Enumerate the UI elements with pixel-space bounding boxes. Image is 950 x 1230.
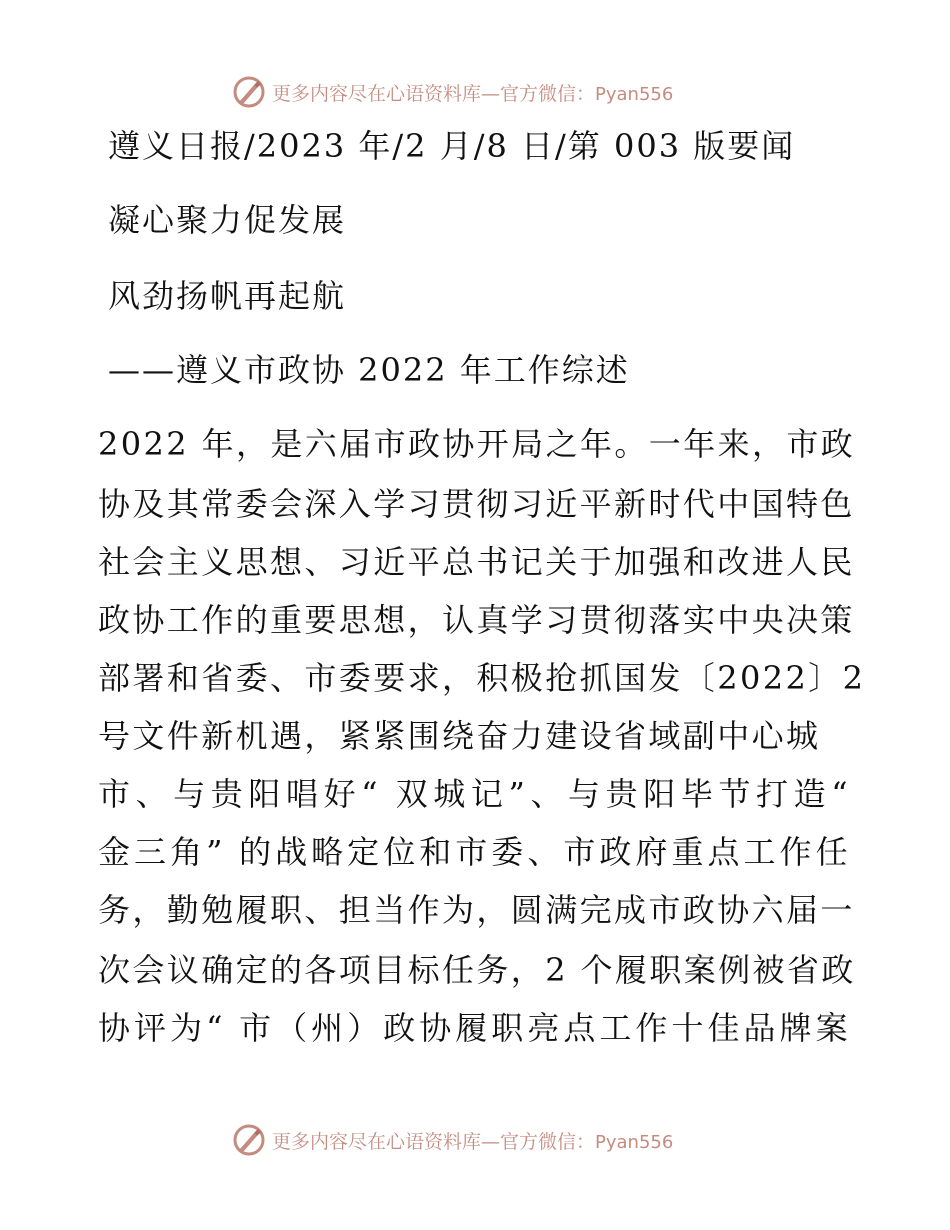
body-line: 市、与贵阳唱好“ 双城记”、与贵阳毕节打造“ — [98, 775, 850, 813]
body-line: 部署和省委、市委要求，积极抢抓国发〔2022〕2 — [98, 659, 866, 697]
watermark-text: 更多内容尽在心语资料库—官方微信：Pyan556 — [272, 1130, 674, 1153]
body-line: 2022 年，是六届市政协开局之年。一年来，市政 — [98, 425, 856, 463]
watermark-text: 更多内容尽在心语资料库—官方微信：Pyan556 — [272, 82, 674, 105]
body-line: 政协工作的重要思想，认真学习贯彻落实中央决策 — [98, 601, 855, 639]
source-line: 遵义日报/2023 年/2 月/8 日/第 003 版要闻 — [108, 127, 796, 165]
body-line: 协及其常委会深入学习贯彻习近平新时代中国特色 — [98, 485, 855, 523]
watermark-bottom — [232, 1120, 732, 1160]
article-title-2: 风劲扬帆再起航 — [108, 277, 347, 315]
body-line: 社会主义思想、习近平总书记关于加强和改进人民 — [98, 543, 855, 581]
watermark-top — [232, 72, 732, 112]
body-line: 次会议确定的各项目标任务，2 个履职案例被省政 — [98, 951, 856, 989]
body-line: 号文件新机遇，紧紧围绕奋力建设省域副中心城 — [98, 717, 821, 755]
body-line: 金三角” 的战略定位和市委、市政府重点工作任 — [98, 833, 850, 871]
body-line: 协评为“ 市（州）政协履职亮点工作十佳品牌案 — [98, 1009, 850, 1047]
pen-logo-icon — [232, 1123, 266, 1157]
article-title-1: 凝心聚力促发展 — [108, 201, 347, 239]
pen-logo-icon — [232, 75, 266, 109]
body-line: 务，勤勉履职、担当作为，圆满完成市政协六届一 — [98, 891, 855, 929]
article-subtitle: ——遵义市政协 2022 年工作综述 — [108, 351, 630, 389]
